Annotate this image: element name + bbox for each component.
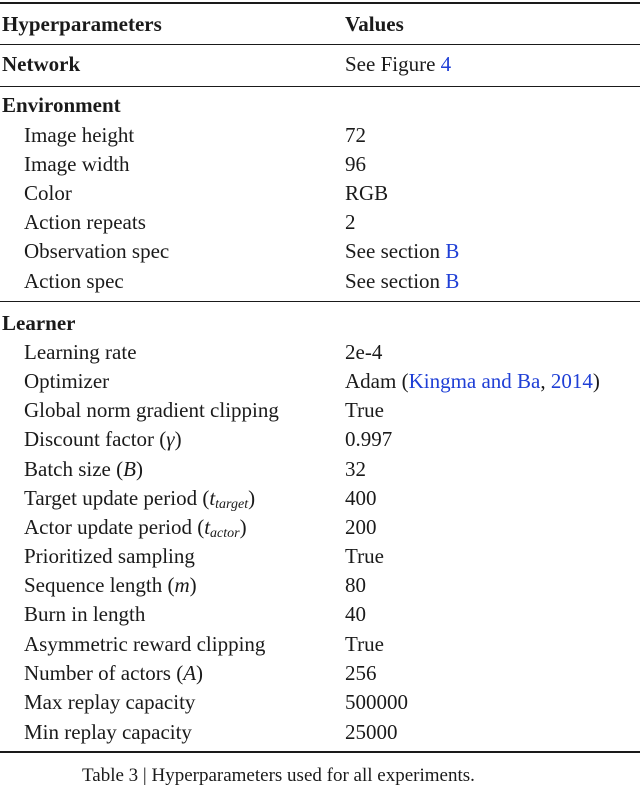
header-hyperparameters: Hyperparameters (2, 12, 162, 36)
learner-row: Max replay capacity 500000 (24, 690, 408, 714)
citation-link[interactable]: Kingma and Ba (408, 369, 541, 393)
citation-year-link[interactable]: 2014 (550, 369, 593, 393)
learner-row: Number of actors (A) 256 (24, 661, 377, 685)
learner-row: Asymmetric reward clipping True (24, 632, 384, 656)
learner-row: Optimizer Adam (Kingma and Ba, 2014) (24, 369, 600, 393)
learner-row: Discount factor (γ) 0.997 (24, 427, 393, 451)
learner-row: Target update period $(t_{target})$ 400 (24, 486, 377, 512)
header-values: Values (345, 12, 404, 36)
environment-label: Environment (2, 93, 121, 117)
header-row (0, 10, 640, 39)
learner-row: Burn in length 40 (24, 602, 366, 626)
network-label: Network (2, 52, 81, 76)
network-row (0, 50, 640, 79)
learner-row: Global norm gradient clipping True (24, 398, 384, 422)
learner-header (0, 309, 640, 338)
env-row: Action repeats 2 (24, 210, 356, 234)
bottom-rule (0, 751, 640, 753)
figure-link[interactable]: 4 (440, 52, 452, 76)
learner-row: Prioritized sampling True (24, 544, 384, 568)
learner-label: Learner (2, 311, 76, 335)
env-row: Color RGB (24, 181, 389, 205)
table-caption: Table 3 | Hyperparameters used for all experiments. (82, 765, 475, 786)
top-rule (0, 2, 640, 4)
learner-row: Batch size (B) 32 (24, 457, 366, 481)
env-row: Image width 96 (24, 152, 366, 176)
environment-header (0, 91, 640, 120)
section-link[interactable]: B (445, 269, 460, 293)
section-rule (0, 86, 640, 87)
header-rule (0, 44, 640, 45)
learner-row: Learning rate 2e-4 (24, 340, 383, 364)
learner-row: Min replay capacity 25000 (24, 720, 398, 744)
section-link[interactable]: B (445, 239, 460, 263)
env-row: Image height 72 (24, 123, 366, 147)
section-rule (0, 301, 640, 302)
env-row: Observation spec See section B (24, 239, 460, 263)
learner-row: Actor update period $(t_{actor})$ 200 (24, 515, 377, 541)
env-row: Action spec See section B (24, 269, 460, 293)
learner-row: Sequence length (m) 80 (24, 573, 366, 597)
network-value: See Figure 4 (345, 52, 452, 76)
